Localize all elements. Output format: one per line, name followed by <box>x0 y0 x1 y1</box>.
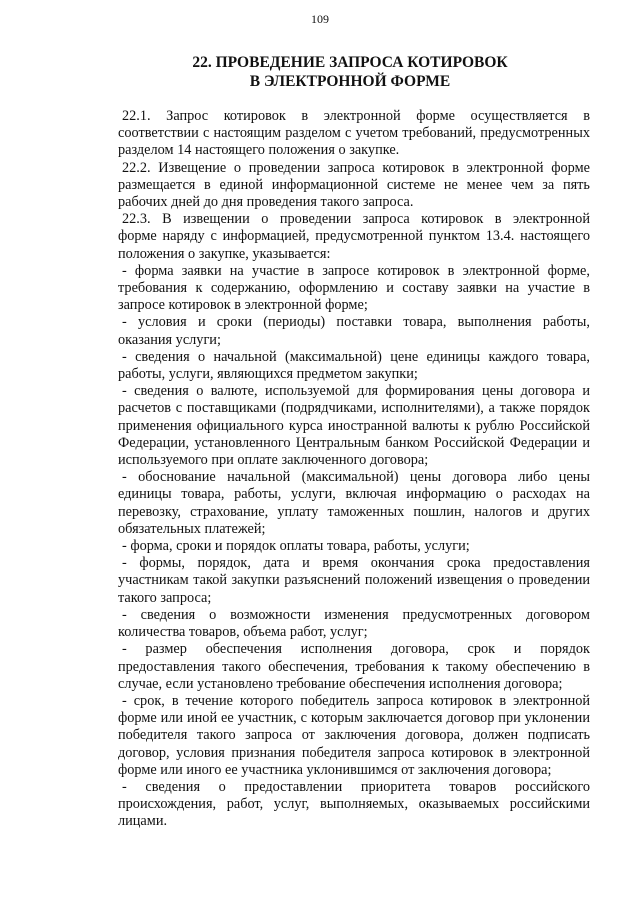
text-line: лицами. <box>118 813 168 830</box>
page-number: 109 <box>311 12 329 26</box>
text-line: единицы товара, работы, услуги, включая информацию о расходах на <box>118 486 590 503</box>
text-line: количества товаров, объема работ, услуг; <box>118 624 368 641</box>
text-line: оказания услуги; <box>118 331 221 348</box>
text-line: работы, услуги, являющихся предметом закупки; <box>118 366 418 383</box>
text-line: - сведения о валюте, используемой для формирования цены договора и <box>122 383 590 400</box>
text-line: разделом 14 настоящего положения о закупке. <box>118 142 400 159</box>
text-line: форме наряду с информацией, предусмотренной пунктом 13.4. настоящего <box>118 228 590 245</box>
text-line: - форма, сроки и порядок оплаты товара, работы, услуги; <box>122 538 470 555</box>
text-line: - срок, в течение которого победитель запроса котировок в электронной <box>122 692 590 709</box>
text-line: - условия и сроки (периоды) поставки товара, выполнения работы, <box>122 314 590 331</box>
text-line: Федерации, установленного Центральным банком Российской Федерации и <box>118 434 590 451</box>
text-line: положения о закупке, указывается: <box>118 245 331 262</box>
text-line: расчетов с поставщиками (подрядчиками, исполнителями), а также порядок <box>118 400 590 417</box>
text-line: участникам такой закупки разъяснений положений извещения о проведении <box>118 572 590 589</box>
text-line: такого запроса; <box>118 589 212 606</box>
text-line: используемого при оплате заключенного договора; <box>118 452 429 469</box>
text-line: случае, если установлено требование обеспечения исполнения договора; <box>118 675 563 692</box>
section-body <box>118 108 590 831</box>
text-line: рабочих дней до дня проведения такого запроса. <box>118 194 414 211</box>
text-line: - форма заявки на участие в запросе котировок в электронной форме, <box>122 262 590 279</box>
text-line: форме или иного ее участника уклонившимся от заключения договора; <box>118 761 552 778</box>
text-line: 22.3. В извещении о проведении запроса котировок в электронной <box>122 211 590 228</box>
text-line: соответствии с настоящим разделом с учетом требований, предусмотренных <box>118 125 590 142</box>
text-line: требования к содержанию, оформлению и составу заявки на участие в <box>118 280 590 297</box>
text-line: договор, условия признания победителя запроса котировок в электронной <box>118 744 590 761</box>
text-line: размещается в единой информационной системе не менее чем за пять <box>118 176 590 193</box>
text-line: предоставления такого обеспечения, требования к такому обеспечению в <box>118 658 590 675</box>
text-line: победителя такого запроса от заключения договора, должен подписать <box>118 727 590 744</box>
text-line: - обоснование начальной (максимальной) цены договора либо цены <box>122 469 590 486</box>
text-line: запросе котировок в электронной форме; <box>118 297 368 314</box>
text-line: - сведения о начальной (максимальной) цене единицы каждого товара, <box>122 348 590 365</box>
text-line: форме или иной ее участник, с которым заключается договор при уклонении <box>118 710 590 727</box>
text-line: происхождения, работ, услуг, выполняемых, оказываемых российскими <box>118 796 590 813</box>
text-line: - сведения о предоставлении приоритета товаров российского <box>122 778 590 795</box>
text-line: 22.1. Запрос котировок в электронной форме осуществляется в <box>122 108 590 124</box>
section-title-line-2: В ЭЛЕКТРОННОЙ ФОРМЕ <box>249 73 451 90</box>
text-line: применения официального курса иностранной валюты к рублю Российской <box>118 417 590 434</box>
text-line: - сведения о возможности изменения предусмотренных договором <box>122 606 590 623</box>
text-line: 22.2. Извещение о проведении запроса котировок в электронной форме <box>122 159 590 176</box>
text-line: обязательных платежей; <box>118 520 266 537</box>
text-line: перевозку, страхование, уплату таможенных пошлин, налогов и других <box>118 503 590 520</box>
text-line: - размер обеспечения исполнения договора, срок и порядок <box>122 641 590 658</box>
text-line: - формы, порядок, дата и время окончания срока предоставления <box>122 555 590 572</box>
section-title-line-1: 22. ПРОВЕДЕНИЕ ЗАПРОСА КОТИРОВОК <box>192 54 508 71</box>
section-title <box>115 53 585 91</box>
